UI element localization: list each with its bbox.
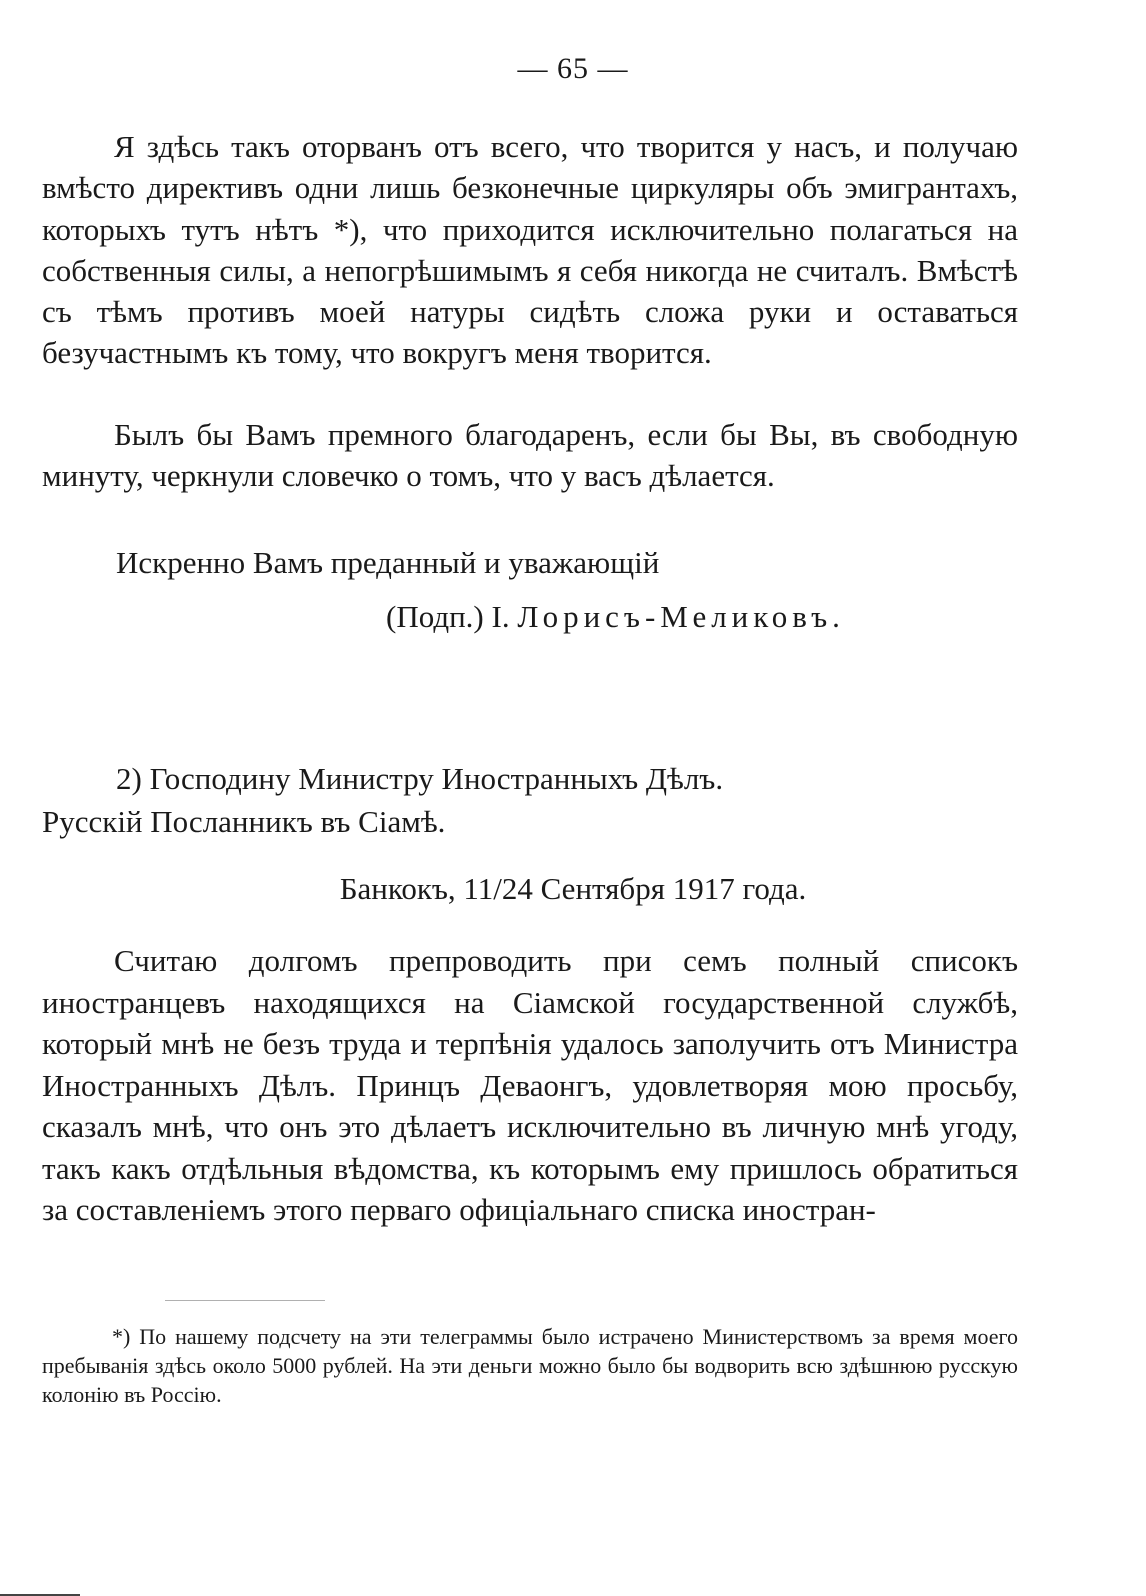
letter-closing: Искренно Вамъ преданный и уважающій — [116, 545, 660, 580]
footnote-separator — [165, 1300, 325, 1301]
letter-sender: Русскій Посланникъ въ Сіамѣ. — [42, 804, 446, 839]
paragraph-3-text: Считаю долгомъ препроводить при семъ полный списокъ иностранцевъ находящихся на Сіамской государственной службѣ, который мнѣ не безъ труда и терпѣнія удалось заполучить отъ Министра Иностранныхъ Дѣлъ. Принцъ Деваонгъ, удовлетворяя мою просьбу, сказалъ мнѣ, что онъ это дѣлаетъ исключительно въ личную мнѣ угоду, такъ какъ отдѣльныя вѣдомства, къ которымъ ему пришлось обратиться за составленіемъ этого перваго офиціальнаго списка иностран- — [42, 943, 1018, 1227]
page-number: — 65 — — [517, 52, 629, 85]
letter-addressee: 2) Господину Министру Иностранныхъ Дѣлъ. — [116, 761, 724, 796]
signature-name: Лорисъ-Меликовъ. — [517, 599, 845, 634]
signature — [386, 596, 845, 637]
paragraph-2 — [42, 414, 1018, 497]
letter-dateline: Банкокъ, 11/24 Сентября 1917 года. — [339, 871, 807, 906]
paragraph-1 — [42, 126, 1018, 374]
footnote — [42, 1322, 1018, 1409]
footnote-text: *) По нашему подсчету на эти телеграммы было истрачено Министерствомъ за время моего пребыванія здѣсь около 5000 рублей. На эти деньги можно было бы водворить всю здѣшнюю русскую колонію въ Россію. — [42, 1324, 1018, 1407]
paragraph-3 — [42, 940, 1018, 1231]
signature-prefix: (Подп.) І. — [386, 599, 510, 634]
paragraph-2-text: Былъ бы Вамъ премного благодаренъ, если бы Вы, въ свободную минуту, черкнули словечко о томъ, что у васъ дѣлается. — [42, 417, 1018, 494]
paragraph-1-text: Я здѣсь такъ оторванъ отъ всего, что творится у насъ, и получаю вмѣсто директивъ одни лишь безконечные циркуляры объ эмигрантахъ, которыхъ тутъ нѣтъ *), что приходится исключительно полагаться на собственныя силы, а непогрѣшимымъ я себя никогда не считалъ. Вмѣстѣ съ тѣмъ противъ моей натуры сидѣть сложа руки и оставаться безучастнымъ къ тому, что вокругъ меня творится. — [42, 129, 1018, 371]
